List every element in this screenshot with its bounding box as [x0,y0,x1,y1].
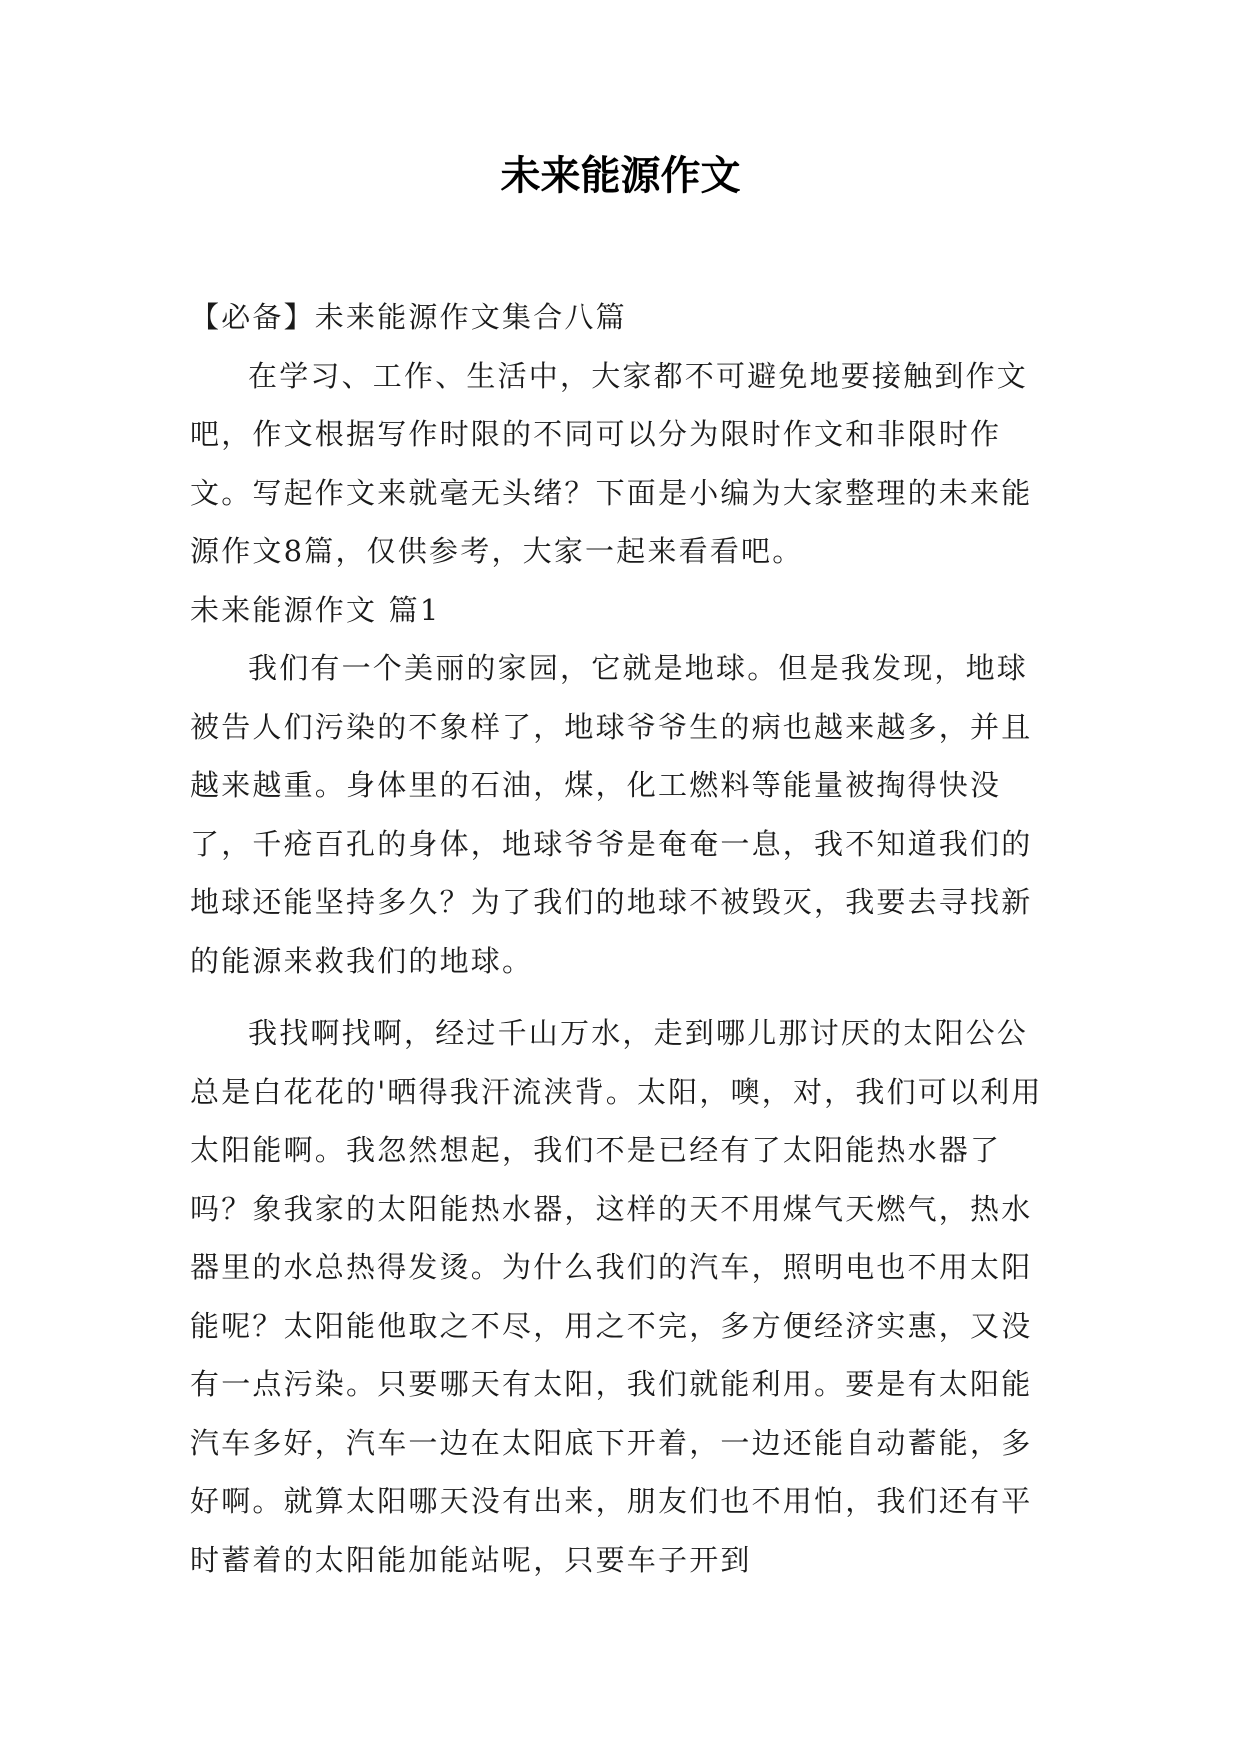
document-body [190,288,1052,1589]
intro-paragraph: 在学习、工作、生活中，大家都不可避免地要接触到作文吧，作文根据写作时限的不同可以分为限时作文和非限时作文。写起作文来就毫无头绪？下面是小编为大家整理的未来能源作文8篇，仅供参考，大家一起来看看吧。 [190,358,1033,568]
body-paragraph: 我找啊找啊，经过千山万水，走到哪儿那讨厌的太阳公公总是白花花的'晒得我汗流浃背。太阳，噢，对，我们可以利用太阳能啊。我忽然想起，我们不是已经有了太阳能热水器了吗？象我家的太阳能热水器，这样的天不用煤气天燃气，热水器里的水总热得发烫。为什么我们的汽车，照明电也不用太阳能呢？太阳能他取之不尽，用之不完，多方便经济实惠，又没有一点污染。只要哪天有太阳，我们就能利用。要是有太阳能汽车多好，汽车一边在太阳底下开着，一边还能自动蓄能，多好啊。就算太阳哪天没有出来，朋友们也不用怕，我们还有平时蓄着的太阳能加能站呢，只要车子开到 [190,1016,1043,1577]
document-subtitle: 【必备】未来能源作文集合八篇 [190,300,627,334]
body-paragraph: 我们有一个美丽的家园，它就是地球。但是我发现，地球被告人们污染的不象样了，地球爷爷生的病也越来越多，并且越来越重。身体里的石油，煤，化工燃料等能量被掏得快没了，千疮百孔的身体，地球爷爷是奄奄一息，我不知道我们的地球还能坚持多久？为了我们的地球不被毁灭，我要去寻找新的能源来救我们的地球。 [190,651,1033,978]
document-title: 未来能源作文 [500,153,741,199]
section-heading: 未来能源作文 篇1 [190,592,441,627]
